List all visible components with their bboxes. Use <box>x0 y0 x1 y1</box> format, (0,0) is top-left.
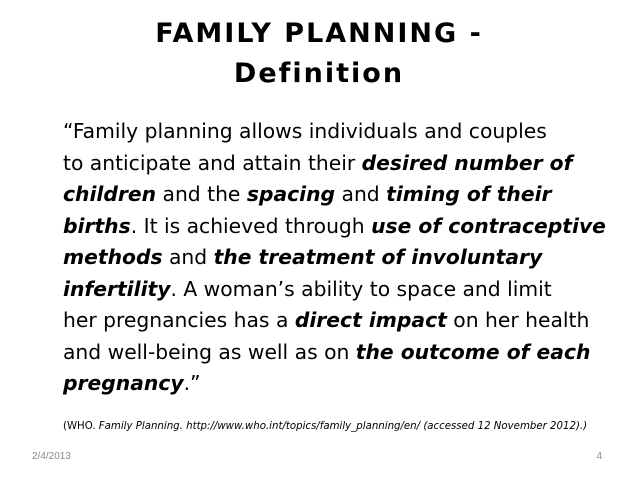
quote-line <box>63 148 623 180</box>
emphasized-text: methods <box>63 245 163 269</box>
quote-text: and well-being as well as on <box>63 339 356 364</box>
emphasized-text: direct impact <box>294 308 447 332</box>
emphasized-text: infertility <box>63 276 171 301</box>
emphasized-text: pregnancy <box>63 371 184 395</box>
title-line-2: Definition <box>233 58 405 89</box>
quote-line <box>63 116 623 148</box>
definition-quote <box>63 116 623 400</box>
footer-date: 2/4/2013 <box>32 451 71 462</box>
emphasized-text: desired number of <box>361 150 573 175</box>
emphasized-text: children <box>63 182 157 206</box>
slide-title <box>60 14 578 94</box>
citation <box>63 420 587 434</box>
emphasized-text: the outcome of each <box>355 339 591 364</box>
quote-text: to anticipate and attain their <box>63 150 362 175</box>
slide-number: 4 <box>596 451 602 462</box>
title-line-1: FAMILY PLANNING - <box>155 18 483 49</box>
quote-line <box>63 211 623 243</box>
emphasized-text: the treatment of involuntary <box>213 245 543 269</box>
quote-line <box>63 242 623 274</box>
citation-prefix: (WHO. <box>63 421 99 432</box>
emphasized-text: use of contraceptive <box>371 213 606 238</box>
quote-line <box>63 274 623 306</box>
quote-text: .” <box>183 371 201 395</box>
quote-text: “Family planning allows individuals and couples <box>63 119 547 143</box>
quote-line <box>63 337 623 369</box>
emphasized-text: births <box>63 213 131 238</box>
quote-text: and the <box>156 182 247 206</box>
citation-source: Family Planning. http://www.who.int/topics/family_planning/en/ (accessed 12 November 2012).) <box>98 421 588 432</box>
quote-text: and <box>335 182 387 206</box>
quote-text: and <box>162 245 214 269</box>
quote-text: her pregnancies has a <box>63 308 295 332</box>
quote-line <box>63 179 623 211</box>
quote-text: . A woman’s ability to space and limit <box>170 276 552 301</box>
quote-text: . It is achieved through <box>130 213 372 238</box>
emphasized-text: spacing <box>246 182 336 206</box>
quote-line <box>63 305 623 337</box>
quote-line <box>63 368 623 400</box>
emphasized-text: timing of their <box>386 182 552 206</box>
quote-text: on her health <box>446 308 590 332</box>
